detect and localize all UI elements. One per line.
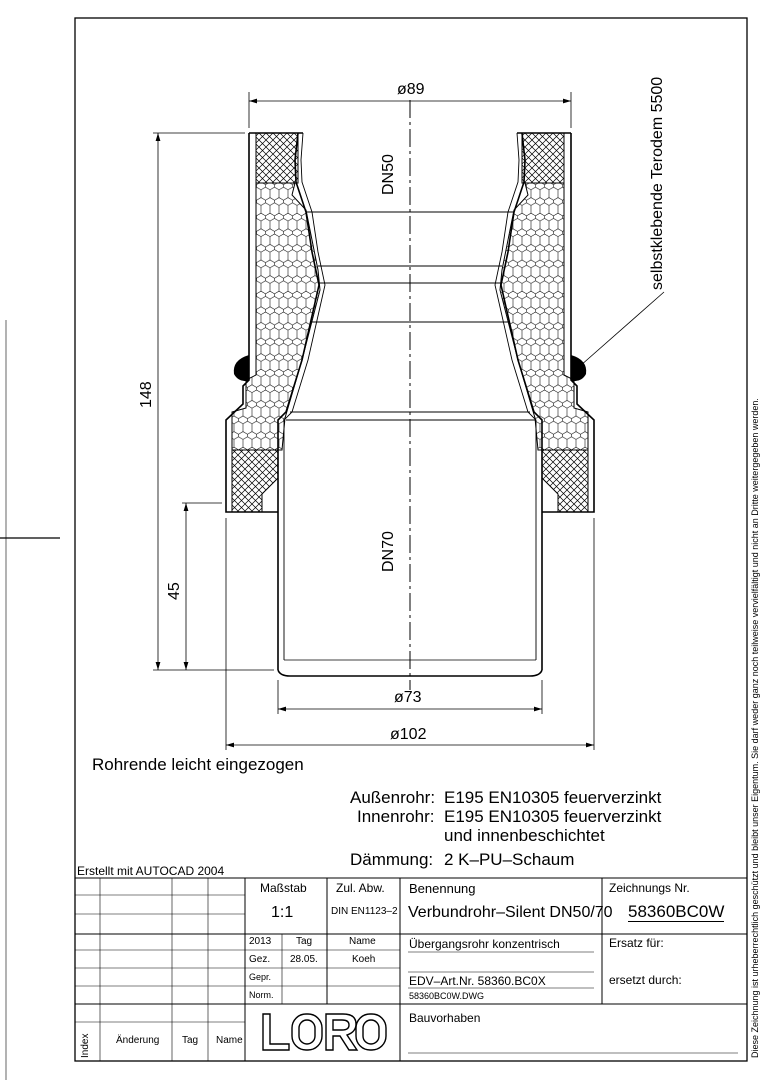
interior-lines <box>286 212 536 420</box>
copyright-note: Diese Zeichnung ist urheberrechtlich geschützt und bleibt unser Eigentum. Sie darf weder ganz noch teilweise vervielfältigt und nicht an Dritte weitergegeben werden. <box>750 398 760 1058</box>
created-with: Erstellt mit AUTOCAD 2004 <box>77 864 225 878</box>
loro-logo <box>263 1014 386 1050</box>
file-name: 58360BC0W.DWG <box>409 991 485 1001</box>
scale-value: 1:1 <box>271 904 294 921</box>
rev-name-header: Name <box>216 1035 243 1046</box>
inner-tube-value: E195 EN10305 feuerverzinkt <box>444 807 662 826</box>
label-dn70: DN70 <box>380 531 397 572</box>
checked-label: Gepr. <box>249 972 272 982</box>
inner-tube-value-2: und innenbeschichtet <box>444 826 605 845</box>
inner-tube-label: Innenrohr: <box>357 807 435 826</box>
dim-outer-top: ø89 <box>397 81 425 98</box>
drawing-no-value: 58360BC0W <box>628 902 725 921</box>
insulation-value: 2 K–PU–Schaum <box>444 850 575 869</box>
rev-day-header: Tag <box>182 1035 199 1046</box>
name-label: Benennung <box>409 881 476 896</box>
wall-left <box>226 133 325 670</box>
dim-total-length: 148 <box>138 381 155 408</box>
dim-inner-bottom: ø73 <box>394 689 422 706</box>
scale-label: Maßstab <box>260 881 307 895</box>
insulation-label: Dämmung: <box>350 850 434 869</box>
wall-right <box>495 133 594 670</box>
tolerance-value: DIN EN1123–2 <box>331 906 398 917</box>
drawing-no-label: Zeichnungs Nr. <box>609 881 690 895</box>
edp-number: EDV–Art.Nr. 58360.BC0X <box>409 974 546 988</box>
name-value-2: Übergangsrohr konzentrisch <box>409 937 560 951</box>
rev-change-header: Änderung <box>116 1035 160 1046</box>
outer-tube-label: Außenrohr: <box>350 788 436 807</box>
outer-tube-value: E195 EN10305 feuerverzinkt <box>444 788 662 807</box>
rev-index-header: Index <box>80 1033 91 1058</box>
name-value-1: Verbundrohr–Silent DN50/70 <box>408 904 613 921</box>
drawn-name: Koeh <box>352 954 376 965</box>
norm-label: Norm. <box>249 990 274 1000</box>
label-sealant: selbstklebende Terodem 5500 <box>649 76 666 290</box>
drawn-date: 28.05. <box>290 954 318 965</box>
day-header: Tag <box>296 936 313 947</box>
year: 2013 <box>249 936 272 947</box>
replaced-by-label: ersetzt durch: <box>609 973 682 987</box>
replaces-label: Ersatz für: <box>609 936 664 950</box>
project-label: Bauvorhaben <box>409 1011 481 1025</box>
drawn-label: Gez. <box>249 954 271 965</box>
tolerance-label: Zul. Abw. <box>336 881 385 895</box>
note-pipe-end: Rohrende leicht eingezogen <box>92 755 304 774</box>
dim-outer-bottom: ø102 <box>390 726 427 743</box>
name-header: Name <box>349 936 376 947</box>
label-dn50: DN50 <box>380 154 397 195</box>
dim-insert-length: 45 <box>166 582 183 600</box>
